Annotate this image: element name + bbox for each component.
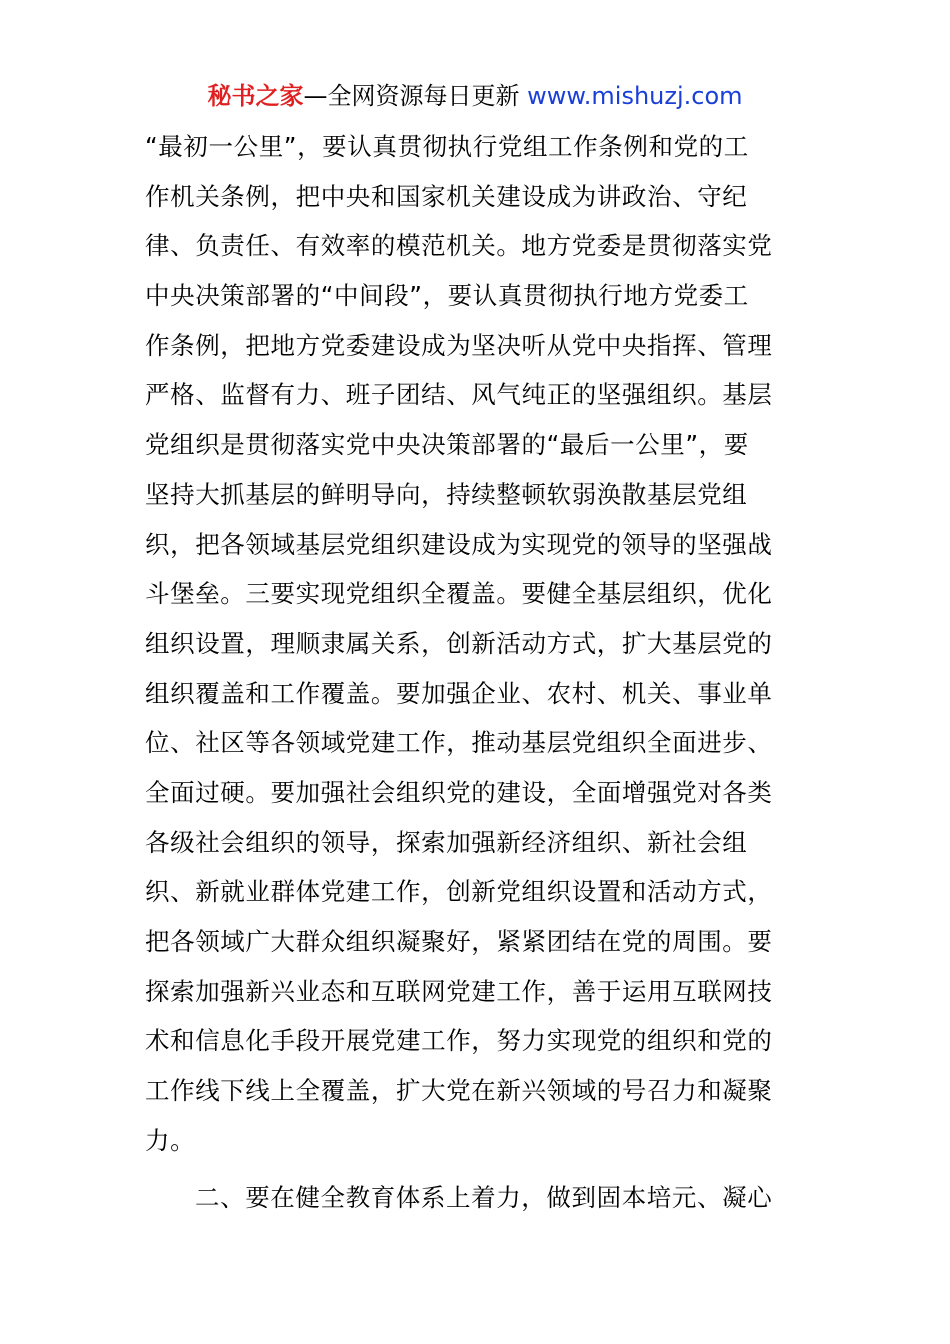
text-line: 斗堡垒。三要实现党组织全覆盖。要健全基层组织，优化 — [145, 579, 773, 609]
site-url-link[interactable]: www.mishuzj.com — [527, 82, 743, 110]
section-heading: 二、要在健全教育体系上着力，做到固本培元、凝心 — [195, 1183, 773, 1213]
text-line: 探索加强新兴业态和互联网党建工作，善于运用互联网技 — [145, 976, 773, 1006]
text-line: 织，把各领域基层党组织建设成为实现党的领导的坚强战 — [145, 529, 773, 559]
text-line: 作机关条例，把中央和国家机关建设成为讲政治、守纪 — [145, 181, 748, 211]
text-line: 全面过硬。要加强社会组织党的建设，全面增强党对各类 — [145, 777, 773, 807]
text-line: 织、新就业群体党建工作，创新党组织设置和活动方式， — [145, 877, 773, 907]
text-line: 组织覆盖和工作覆盖。要加强企业、农村、机关、事业单 — [145, 678, 773, 708]
text-line: 力。 — [145, 1125, 196, 1155]
text-line: 律、负责任、有效率的模范机关。地方党委是贯彻落实党 — [145, 231, 773, 261]
text-line: 位、社区等各领域党建工作，推动基层党组织全面进步、 — [145, 728, 773, 758]
text-line: 作条例，把地方党委建设成为坚决听从党中央指挥、管理 — [145, 330, 773, 360]
text-line: 术和信息化手段开展党建工作，努力实现党的组织和党的 — [145, 1026, 773, 1056]
header-tagline: —全网资源每日更新 — [303, 82, 520, 110]
text-line: “最初一公里”，要认真贯彻执行党组工作条例和党的工 — [145, 132, 749, 161]
brand-name: 秘书之家 — [207, 82, 304, 110]
text-line: 党组织是贯彻落实党中央决策部署的“最后一公里”，要 — [145, 430, 749, 460]
document-body — [145, 122, 825, 1223]
text-line: 严格、监督有力、班子团结、风气纯正的坚强组织。基层 — [145, 380, 773, 410]
site-header — [0, 80, 950, 112]
text-line: 工作线下线上全覆盖，扩大党在新兴领域的号召力和凝聚 — [145, 1076, 773, 1106]
text-line: 各级社会组织的领导，探索加强新经济组织、新社会组 — [145, 827, 748, 857]
text-line: 中央决策部署的“中间段”，要认真贯彻执行地方党委工 — [145, 281, 749, 311]
text-line: 把各领域广大群众组织凝聚好，紧紧团结在党的周围。要 — [145, 927, 773, 956]
text-line: 坚持大抓基层的鲜明导向，持续整顿软弱涣散基层党组 — [145, 479, 748, 509]
text-line: 组织设置，理顺隶属关系，创新活动方式，扩大基层党的 — [145, 628, 773, 658]
